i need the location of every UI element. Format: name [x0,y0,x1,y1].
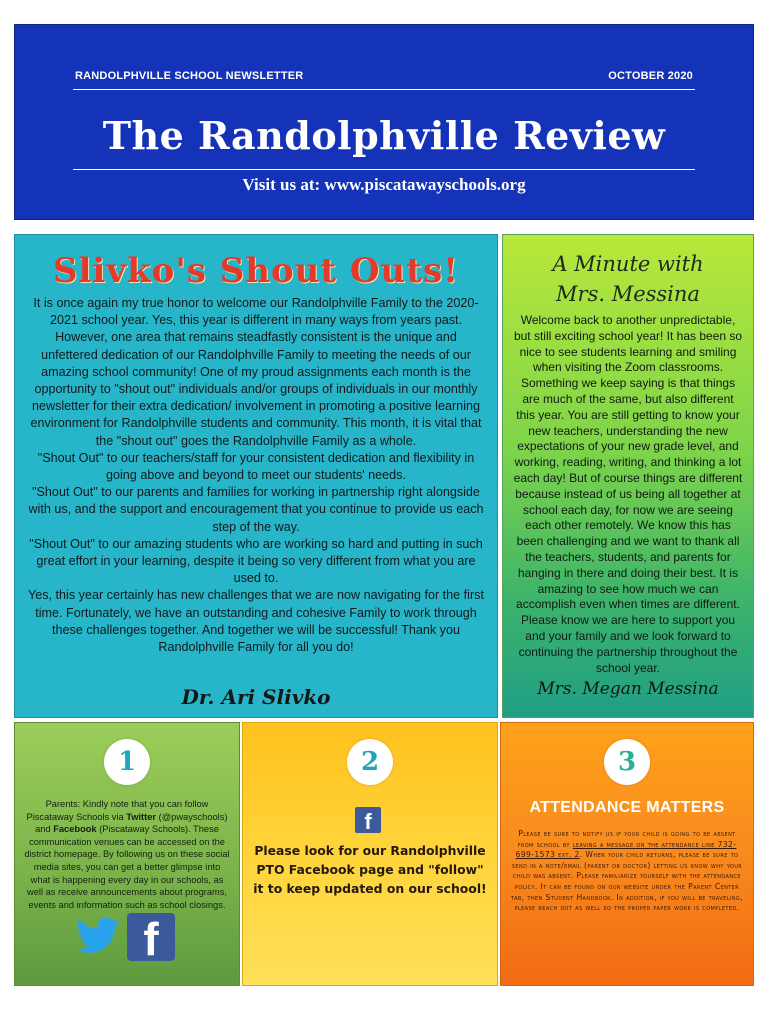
attendance-text-prefix: Please be sure to notify us if your child is going to be absent from school by [517,829,736,849]
info-box-attendance [500,722,754,986]
newsletter-title: The Randolphville Review [102,113,666,158]
facebook-icon[interactable]: f [127,913,175,961]
masthead [14,24,754,220]
box-number-badge: 1 [104,739,150,785]
masthead-top-line [75,70,693,82]
attendance-title: ATTENDANCE MATTERS [529,799,725,816]
shout-outs-paragraph: It is once again my true honor to welcome our Randolphville Family to the 2020-2021 school year. Yes, this year is different in many ways from years past. However, one area that remains steadfastly consistent is the unique and unfettered dedication of our Randolphville Family to meeting the needs of our amazing school community! One of my proud assignments each month is the opportunity to "shout out" individuals and/or groups of individuals in our monthly newsletter for their extra dedication/ involvement in promoting a positive learning environment for Randolphville students and community. This month, it is vital that the "shout out" goes the Randolphville Family as a whole. [30,296,482,448]
minute-title [503,249,753,309]
box-number-badge: 2 [347,739,393,785]
attendance-line-link[interactable]: leaving a message on the attendance line 732-699-1573 ext. 2 [515,839,737,860]
attendance-text-suffix: . When your child returns, please be sure to send in a note/email (parent or doctor) letting us know why your child was absent. Please familiarize yourself with the attendance policy. It can be found on our website under the Parent Center tab, then Student Handbook. In addition, if you will be traveling, please reach out as well so the proper paper work is completed. [511,850,743,913]
attendance-text [509,829,745,914]
minute-title-line1: A Minute with [552,252,704,276]
shout-outs-title: Slivko's Shout Outs! [52,251,460,291]
shout-outs-paragraph: "Shout Out" to our parents and families for working in partnership right alongside with us, and the support and encouragement that you continue to provide us each step of the way. [28,485,484,534]
shout-outs-paragraph: "Shout Out" to our teachers/staff for your consistent dedication and flexibility in going above and beyond to meet our students' needs. [37,450,475,483]
info-box-social [14,722,240,986]
social-icons [75,913,175,965]
minute-body: Welcome back to another unpredictable, but still exciting school year! It has been so nice to see students learning and smiling when visiting the Zoom classrooms. Something we keep saying is that things are much of the same, but also different this year. You are still getting to know your new teachers, understanding the new expectations of your new grade level, and working, reading, writing, and thinking a lot each day! But of course things are different because instead of us being all together at school each day, for now we are seeing each other remotely. We know this has been challenging and we want to thank all the teachers, students, and parents for hanging in there and doing their best. It is amazing to see how much we can accomplish even when times are different. Please know we are here to support you and your family and we look forward to continuing the partnership throughout the school year. [513,313,743,675]
social-text-mid: (@pwayschools) and [35,811,228,835]
minute-title-line2: Mrs. Messina [556,282,700,306]
social-text-prefix: Parents: Kindly note that you can follow Piscataway Schools via [26,799,209,822]
facebook-label: Facebook [53,824,97,835]
twitter-icon[interactable] [75,913,121,959]
divider [73,169,695,170]
social-media-text [23,798,231,911]
social-text-suffix: (Piscataway Schools). These communication venues can be accessed on the district homepage. By following us on these social media sites, you can get a better glimpse into what is happening every day in our schools, as well as receive announcements about programs, events and information such as school closings. [24,824,230,910]
minute-with-panel [502,234,754,718]
box-number-badge: 3 [604,739,650,785]
info-box-pto [242,722,498,986]
pto-facebook-text: Please look for our Randolphville PTO Facebook page and "follow" it to keep updated on our school! [253,843,487,896]
shout-outs-body [25,295,487,656]
newsletter-label: RANDOLPHVILLE SCHOOL NEWSLETTER [75,70,304,82]
shout-outs-panel [14,234,498,718]
messina-signature: Mrs. Megan Messina [537,679,719,699]
principal-signature: Dr. Ari Slivko [181,685,331,709]
shout-outs-paragraph: "Shout Out" to our amazing students who are working so hard and putting in such great effort in your learning, despite it being so very different from what you are used to. [29,536,483,586]
facebook-icon[interactable]: f [355,807,381,833]
website-line[interactable]: Visit us at: www.piscatawayschools.org [242,175,526,194]
divider [73,89,695,90]
twitter-label: Twitter [126,811,157,822]
shout-outs-paragraph: Yes, this year certainly has new challenges that we are now navigating for the first time. Fortunately, we have an outstanding and cohesive Family to work through these challenges together. And together we will be successful! Thank you Randolphville Family for all you do! [28,588,484,655]
issue-date: OCTOBER 2020 [608,70,693,82]
